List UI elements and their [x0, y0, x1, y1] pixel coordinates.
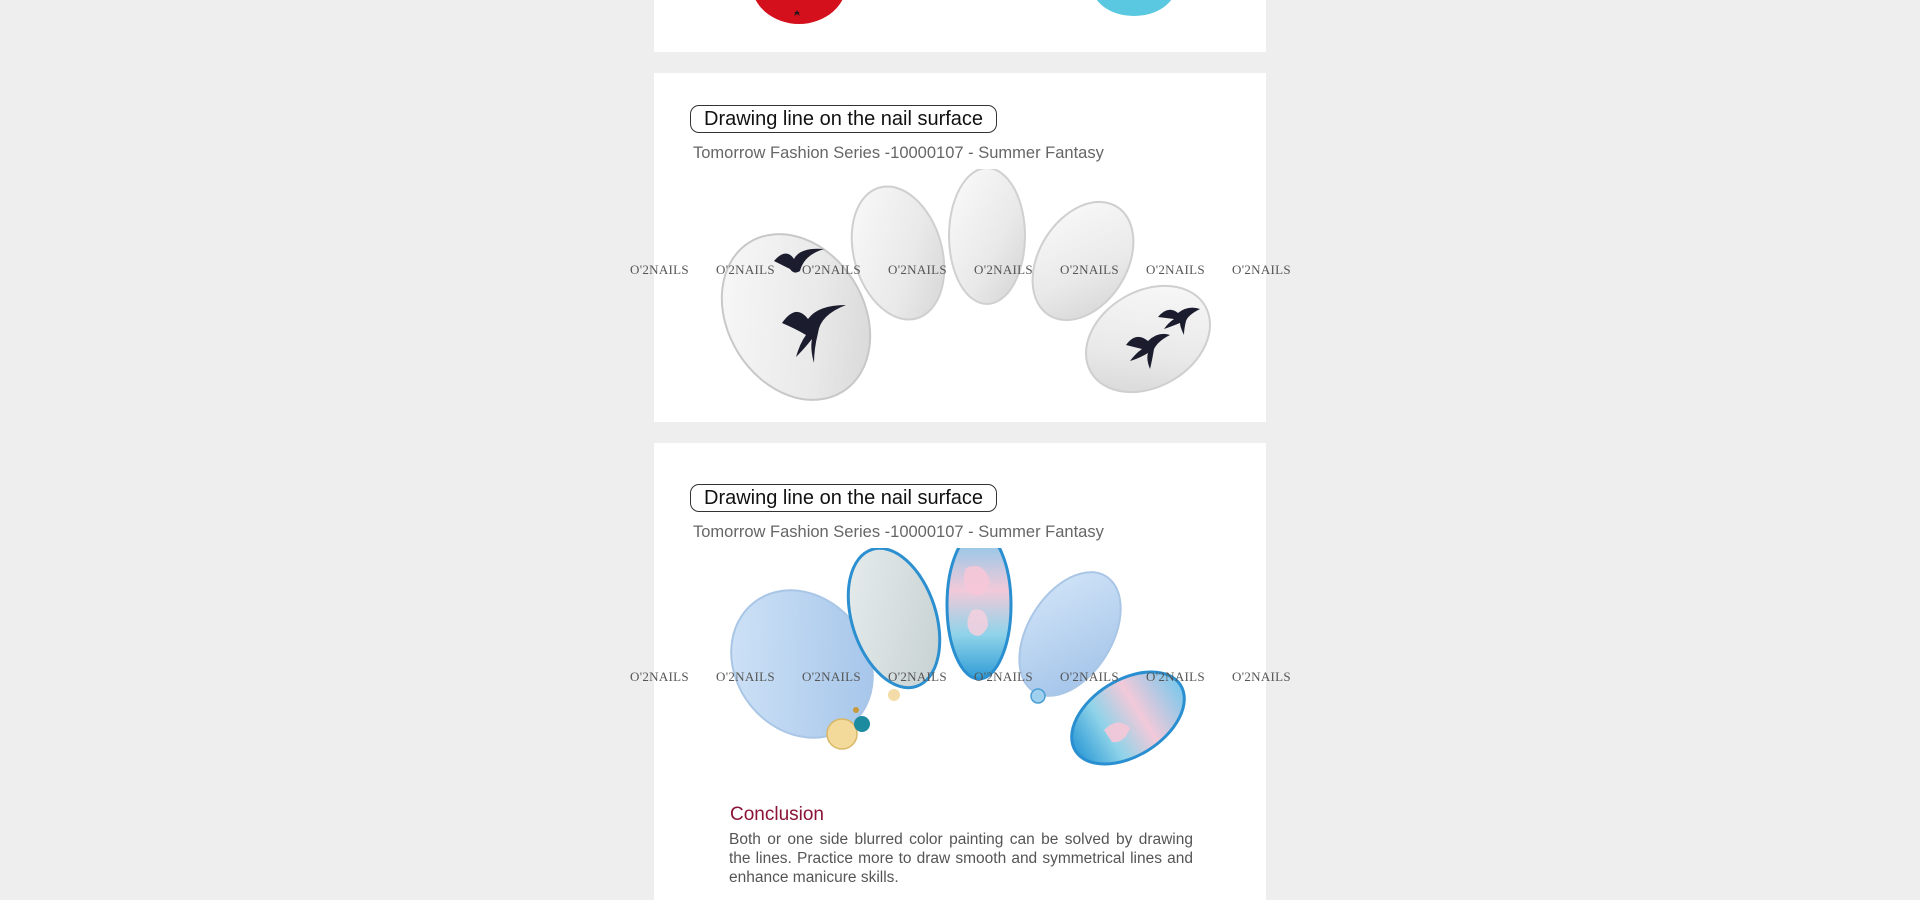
nail-photo-blue-watercolor: [630, 548, 1291, 783]
previous-nails-image: [654, 0, 1266, 52]
nails-illustration: [654, 169, 1266, 409]
watermark-text: O'2NAILS: [1060, 262, 1119, 277]
watermark-text: O'2NAILS: [974, 669, 1033, 684]
watermark-text: O'2NAILS: [1146, 262, 1205, 277]
watermark-text: O'2NAILS: [630, 669, 689, 684]
nails-illustration: [654, 548, 1266, 783]
gold-bead: [853, 707, 859, 713]
section-label-pill: Drawing line on the nail surface: [690, 484, 997, 512]
watermark-row: [630, 669, 1290, 687]
watermark-row: [630, 262, 1290, 280]
nail-photo-white-swallow: [630, 169, 1291, 409]
watermark-text: O'2NAILS: [888, 669, 947, 684]
watermark-text: O'2NAILS: [630, 262, 689, 277]
conclusion-title: Conclusion: [730, 804, 824, 825]
watermark-text: O'2NAILS: [716, 669, 775, 684]
middle-nail: [949, 169, 1025, 304]
watermark-text: O'2NAILS: [802, 262, 861, 277]
watermark-text: O'2NAILS: [1146, 669, 1205, 684]
pearl-decoration: [827, 719, 857, 749]
watermark-text: O'2NAILS: [1060, 669, 1119, 684]
blue-nail-tip: [1092, 0, 1176, 16]
watermark-text: O'2NAILS: [1232, 262, 1291, 277]
watermark-text: O'2NAILS: [888, 262, 947, 277]
watermark-text: O'2NAILS: [974, 262, 1033, 277]
conclusion-text: Both or one side blurred color painting can be solved by drawing the lines. Practice more to draw smooth and symmetrical lines and enhance manicure skills.: [729, 831, 1193, 886]
section-label-pill: Drawing line on the nail surface: [690, 105, 997, 133]
pearl-decoration: [888, 689, 900, 701]
nail-section-card: [630, 73, 1291, 422]
watermark-text: O'2NAILS: [716, 262, 775, 277]
section-subtitle: Tomorrow Fashion Series -10000107 - Summer Fantasy: [693, 523, 1104, 541]
watermark-text: O'2NAILS: [802, 669, 861, 684]
gem-decoration: [1031, 689, 1045, 703]
previous-nail-card: [654, 0, 1266, 52]
watermark-text: O'2NAILS: [1232, 669, 1291, 684]
section-subtitle: Tomorrow Fashion Series -10000107 - Summer Fantasy: [693, 144, 1104, 162]
gem-decoration: [854, 716, 870, 732]
nail-section-card: [630, 443, 1291, 900]
article-column: [630, 0, 1291, 900]
middle-nail: [947, 548, 1011, 679]
